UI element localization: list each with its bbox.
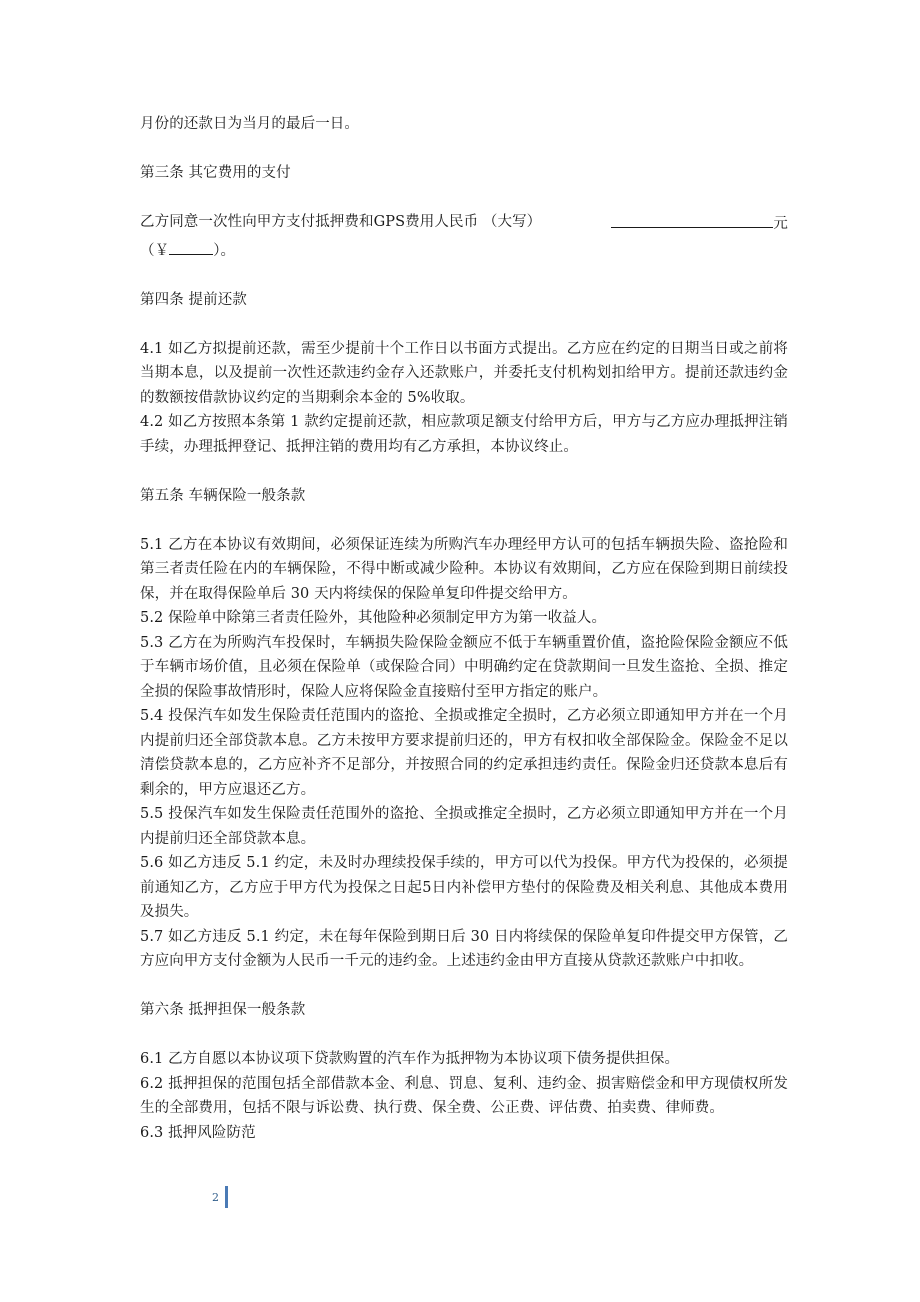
clause-5-5: 5.5 投保汽车如发生保险责任范围外的盗抢、全损或推定全损时，乙方必须立即通知甲方并在一个月内提前归还全部贷款本息。	[140, 806, 788, 847]
clause-4-1: 4.1 如乙方拟提前还款，需至少提前十个工作日以书面方式提出。乙方应在约定的日期当日或之前将当期本息，以及提前一次性还款违约金存入还款账户，并委托支付机构划扣给甲方。提前还款违约金的数额按借款协议约定的当期剩余本金的 5%收取。	[140, 340, 788, 406]
clause-5-3: 5.3 乙方在为所购汽车投保时，车辆损失险保险金额应不低于车辆重置价值，盗抢险保险金额应不低于车辆市场价值，且必须在保险单（或保险合同）中明确约定在贷款期间一旦发生盗抢、全损、推定全损的保险事故情形时，保险人应将保险金直接赔付至甲方指定的账户。	[140, 634, 788, 700]
article-6-heading: 第六条 抵押担保一般条款	[140, 1002, 306, 1018]
clause-5-2: 5.2 保险单中除第三者责任险外，其他险种必须制定甲方为第一收益人。	[140, 610, 607, 626]
page-footer	[212, 1186, 228, 1208]
clause-6-1: 6.1 乙方自愿以本协议项下贷款购置的汽车作为抵押物为本协议项下债务提供担保。	[140, 1051, 680, 1067]
article-4-heading: 第四条 提前还款	[140, 291, 247, 308]
clause-5-4: 5.4 投保汽车如发生保险责任范围内的盗抢、全损或推定全损时，乙方必须立即通知甲方并在一个月内提前归还全部贷款本息。乙方未按甲方要求提前归还的，甲方有权扣收全部保险金。保险金不足以清偿贷款本息的，乙方应补齐不足部分，并按照合同的约定承担违约责任。保险金归还贷款本息后有剩余的，甲方应退还乙方。	[140, 708, 788, 798]
article-3-fee-text: 乙方同意一次性向甲方支付抵押费和GPS费用人民币 （大写）	[140, 214, 542, 230]
amount-words-blank	[611, 210, 773, 228]
clause-5-6: 5.6 如乙方违反 5.1 约定，未及时办理续投保手续的，甲方可以代为投保。甲方代为投保的，必须提前通知乙方，乙方应于甲方代为投保之日起5日内补偿甲方垫付的保险费及相关利息、其他成本费用及损失。	[140, 855, 788, 920]
article-3-heading: 第三条 其它费用的支付	[140, 165, 291, 181]
amount-figure-blank	[169, 237, 213, 255]
article-3-fee-amount	[611, 210, 788, 237]
clause-5-1: 5.1 乙方在本协议有效期间，必须保证连续为所购汽车办理经甲方认可的包括车辆损失险、盗抢险和第三者责任险在内的车辆保险，不得中断或减少险种。本协议有效期间，乙方应在保险到期日前续投保，并在取得保险单后 30 天内将续保的保险单复印件提交给甲方。	[140, 536, 788, 602]
intro-line: 月份的还款日为当月的最后一日。	[140, 116, 359, 132]
article-5-heading: 第五条 车辆保险一般条款	[140, 487, 306, 504]
currency-unit: 元	[773, 216, 788, 232]
article-3-fee-figure-line	[140, 237, 788, 264]
article-3-fee-line	[140, 210, 788, 237]
clause-6-3: 6.3 抵押风险防范	[140, 1124, 256, 1141]
page-number: 2	[212, 1190, 219, 1204]
document-body	[140, 112, 788, 1145]
footer-divider	[225, 1186, 228, 1208]
clause-6-2: 6.2 抵押担保的范围包括全部借款本金、利息、罚息、复利、违约金、损害赔偿金和甲方现债权所发生的全部费用，包括不限与诉讼费、执行费、保全费、公正费、评估费、拍卖费、律师费。	[140, 1075, 788, 1116]
figure-close: ）。	[213, 242, 236, 259]
figure-open: （￥	[140, 242, 170, 259]
clause-4-2: 4.2 如乙方按照本条第 1 款约定提前还款，相应款项足额支付给甲方后，甲方与乙方应办理抵押注销手续，办理抵押登记、抵押注销的费用均有乙方承担，本协议终止。	[140, 414, 788, 455]
clause-5-7: 5.7 如乙方违反 5.1 约定，未在每年保险到期日后 30 日内将续保的保险单复印件提交甲方保管，乙方应向甲方支付金额为人民币一千元的违约金。上述违约金由甲方直接从贷款还款账户中扣收。	[140, 928, 788, 969]
